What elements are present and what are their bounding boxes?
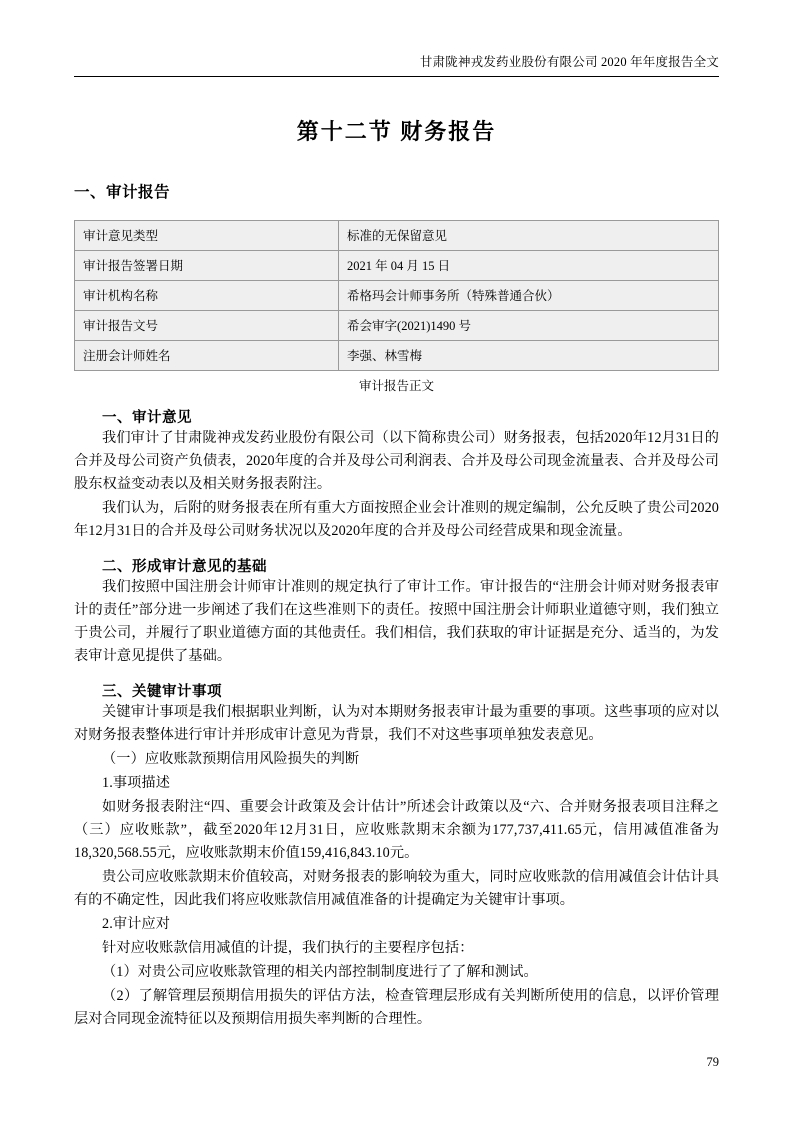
page-title: 第十二节 财务报告 xyxy=(296,119,497,144)
table-cell-label: 审计意见类型 xyxy=(75,221,339,251)
page-number: 79 xyxy=(706,1055,719,1069)
paragraph: 2.审计应对 xyxy=(102,916,170,932)
paragraph: 我们按照中国注册会计师审计准则的规定执行了审计工作。审计报告的“注册会计师对财务报表审计的责任”部分进一步阐述了我们在这些准则下的责任。按照中国注册会计师职业道德守则，我们独立于贵公司，并履行了职业道德方面的其他责任。我们相信，我们获取的审计证据是充分、适当的，为发表审计意见提供了基础。 xyxy=(74,579,719,664)
table-cell-label: 审计报告签署日期 xyxy=(75,251,339,281)
paragraph: 针对应收账款信用减值的计提，我们执行的主要程序包括： xyxy=(102,940,474,956)
table-cell-value: 标准的无保留意见 xyxy=(339,221,719,251)
subsection-heading-audit-opinion: 一、审计意见 xyxy=(102,410,192,426)
paragraph: （2）了解管理层预期信用损失的评估方法，检查管理层形成有关判断所使用的信息，以评价管理层对合同现金流特征以及预期信用损失率判断的合理性。 xyxy=(74,988,719,1027)
paragraph: 1.事项描述 xyxy=(102,775,170,791)
table-cell-value: 希格玛会计师事务所（特殊普通合伙） xyxy=(339,281,719,311)
table-row xyxy=(75,341,719,371)
table-row xyxy=(75,221,719,251)
table-cell-value: 李强、林雪梅 xyxy=(339,341,719,371)
table-caption: 审计报告正文 xyxy=(358,379,434,393)
paragraph: 如财务报表附注“四、重要会计政策及会计估计”所述会计政策以及“六、合并财务报表项目注释之（三）应收账款”，截至2020年12月31日，应收账款期末余额为177,737,411.65元，信用减值准备为18,320,568.55元，应收账款期末价值159,416,843.10元。 xyxy=(74,799,719,861)
table-cell-value: 希会审字(2021)1490 号 xyxy=(339,311,719,341)
table-row xyxy=(75,281,719,311)
paragraph: （一）应收账款预期信用风险损失的判断 xyxy=(102,751,360,767)
paragraph: 我们审计了甘肃陇神戎发药业股份有限公司（以下简称贵公司）财务报表，包括2020年12月31日的合并及母公司资产负债表，2020年度的合并及母公司利润表、合并及母公司现金流量表、合并及母公司股东权益变动表以及相关财务报表附注。 xyxy=(74,430,719,492)
table-row xyxy=(75,311,719,341)
paragraph: 关键审计事项是我们根据职业判断，认为对本期财务报表审计最为重要的事项。这些事项的应对以对财务报表整体进行审计并形成审计意见为背景，我们不对这些事项单独发表意见。 xyxy=(74,704,719,743)
running-header: 甘肃陇神戎发药业股份有限公司 2020 年年度报告全文 xyxy=(74,52,719,77)
table-cell-label: 审计报告文号 xyxy=(75,311,339,341)
table-cell-label: 注册会计师姓名 xyxy=(75,341,339,371)
subsection-heading-key-audit-matters: 三、关键审计事项 xyxy=(102,684,222,700)
paragraph: （1）对贵公司应收账款管理的相关内部控制制度进行了了解和测试。 xyxy=(102,964,538,980)
subsection-heading-basis-for-opinion: 二、形成审计意见的基础 xyxy=(102,559,267,575)
page-content xyxy=(74,52,719,1031)
table-row xyxy=(75,251,719,281)
section-heading-audit-report: 一、审计报告 xyxy=(74,184,171,201)
audit-info-table xyxy=(74,220,719,371)
paragraph: 贵公司应收账款期末价值较高，对财务报表的影响较为重大，同时应收账款的信用减值会计估计具有的不确定性，因此我们将应收账款信用减值准备的计提确定为关键审计事项。 xyxy=(74,869,719,908)
table-cell-label: 审计机构名称 xyxy=(75,281,339,311)
paragraph: 我们认为，后附的财务报表在所有重大方面按照企业会计准则的规定编制，公允反映了贵公司2020年12月31日的合并及母公司财务状况以及2020年度的合并及母公司经营成果和现金流量。 xyxy=(74,500,719,539)
table-cell-value: 2021 年 04 月 15 日 xyxy=(339,251,719,281)
